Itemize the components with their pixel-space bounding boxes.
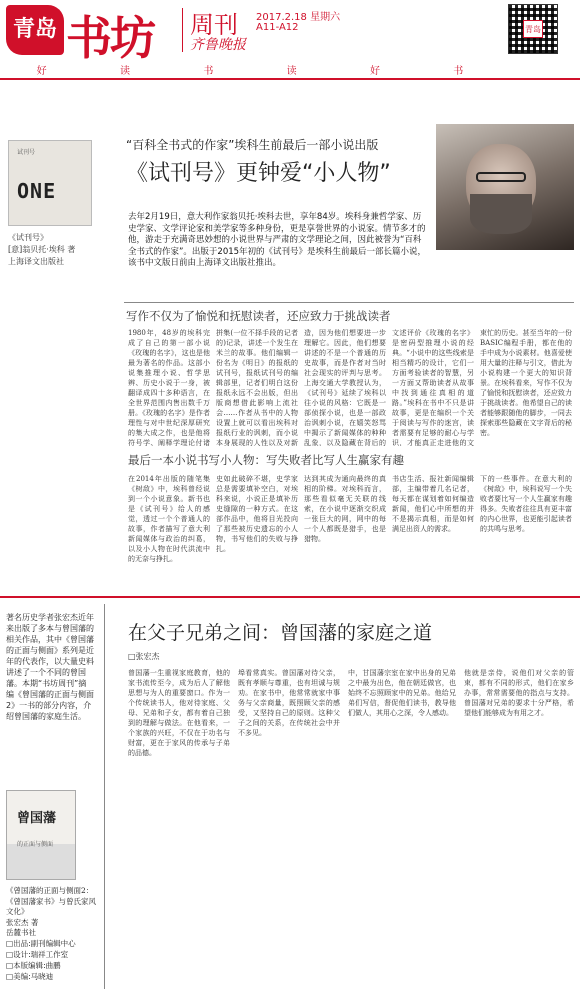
issue-date: 2017.2.18 星期六 [256,12,341,23]
lead-col-2: 拼集(一位不择手段的记者的)记录，讲述一个发生在米兰的故事。他们编辑一份名为《明日》的报纸的试刊号，报纸试刊号的编辑部里，记者们明白这份报纸永远不会出版，但出版商想借此影响上流社会……作者从书中的人物设置上就可以看出埃科对报纸行业的讽刺，而小说本身展现的人性以及对新 [216,329,298,446]
slogan-char: 书 [203,66,214,77]
credit-line: □美编:马晓迪 [6,972,54,981]
feature-headline: 在父子兄弟之间：曾国藩的家庭之道 [128,622,433,644]
slogan-char: 书 [453,66,464,77]
paper-logo: 青岛 [6,5,64,55]
masthead [0,0,580,77]
lead-subhead-1: 写作不仅为了愉悦和抚慰读者，还应致力于挑战读者 [126,309,391,323]
book-cover-title: 曾国藩 [17,811,57,826]
credit-line: □设计:瑞祥工作室 [6,950,69,959]
masthead-rule [0,78,580,80]
section-title: 书坊 [66,11,154,65]
book-cover-zengguofan [6,790,76,880]
page-numbers: A11-A12 [256,22,299,33]
lead-intro: 去年2月19日，意大利作家翁贝托·埃科去世，享年84岁。埃科身兼哲学家、历史学家、文学评论家和美学家等多种身份，更是享誉世界的小说家。情节多才的他，游走于充满奇思妙想的小说世界与严肃的文学理论之间，因此被誉为“百科全书式的作家”。出版于2015年初的《试刊号》是埃科生前最后一部长篇小说，该书中文版日前由上海译文出版社推出。 [128,212,427,268]
feature-col-2: 埠看常真实。曾国藩对待父亲，既有孝顺与尊重，也有坦诚与规劝。在家书中，他常常就家中事务与父亲商量，既照顾父亲的感受，又坚持自己的原则。这种父子之间的关系，在传统社会中并不多见。 [238,669,340,737]
lead-col-7: 史如此破碎不堪，史学家总是需要填补空白，对埃科来说，小说正是填补历史缝隙的一种方式。在这部作品中，他将目光投向了那些被历史遗忘的小人物，书写他们的失败与挣扎。 [216,475,298,553]
author-photo [436,124,574,250]
feature-byline: □张宏杰 [128,652,160,661]
paper-name: 齐鲁晚报 [190,37,246,53]
slogan-char: 读 [119,66,130,77]
book-cover-title: 试刊号 [17,149,36,156]
credit-line: □出品:副刊编辑中心 [6,939,76,948]
lead-col-6: 在2014年出版的随笔集《树敌》中，埃科曾经说到一个小说意象。新书也是《试刊号》给人的感觉，透过一个个普通人的故事，作者描写了意大利新闻媒体与政治的纠葛，以及小人物在时代洪流中的无奈与挣扎。 [128,475,210,563]
qr-center-label: 青岛 [523,20,543,38]
book-caption-title: 《曾国藩的正面与侧面2：《曾国藩家书》与曾氏家风文化》 [6,886,96,916]
book-caption-title: 《试刊号》 [8,233,48,242]
book-caption-author: [意]翁贝托·埃科 著 [8,245,76,254]
slogan [0,62,500,76]
section-divider [0,596,580,598]
book-cover-shikanhao [8,140,92,226]
book-cover-word: ONE [17,179,57,203]
feature-sidebar-intro: 著名历史学者张宏杰近年来出版了多本与曾国藩的相关作品，其中《曾国藩的正面与侧面》系列是近年的代表作，以大量史料讲述了一个不同的曾国藩。本期“书坊周刊”摘编《曾国藩的正面与侧面2》一书的部分内容，介绍曾国藩的家庭生活。 [6,613,94,721]
slogan-char: 读 [286,66,297,77]
column-divider [104,604,105,989]
lead-col-1: 1980年，48岁的埃科完成了自己的第一部小说《玫瑰的名字》，这也是他最为著名的作品。这部小说集推理小说、哲学思辨、历史小说于一身，被翻译成四十多种语言，在全世界范围内售出数千万册。《玫瑰的名字》是作者理性与对中世纪深厚研究的集大成之作，也是他将符号学、阐释学理论付诸 [128,329,210,446]
lead-headline: 《试刊号》更钟爱“小人物” [126,161,391,186]
feature-col-4: 他就是亲侍，说他们对父亲的管束，都有不同的形式，他们在家乡办事，常常需要他的指点与支持。曾国藩对兄弟的要求十分严格，希望他们能够成为有用之才。 [464,669,574,717]
book-caption-author: 张宏杰 著 [6,917,39,927]
feature-col-1: 曾国藩一生重视家庭教育，他的家书流传至今，成为后人了解他思想与为人的重要窗口。作为一个传统读书人，他对待家庭、父母、兄弟和子女，都有着自己独到的理解与做法。在他看来，一个家族的兴旺，不仅在于功名与财富，更在于家风的传承与子弟的品德。 [128,669,230,757]
book-caption-publisher: 上海译文出版社 [8,257,64,266]
lead-col-10: 下的一些事件。在意大利的《树敌》中，埃科说写一个失败者要比写一个人生赢家有趣得多。失败者往往具有更丰富的内心世界，也更能引起读者的共鸣与思考。 [480,475,572,533]
slogan-char: 好 [369,66,380,77]
lead-col-4: 文述评价《玫瑰的名字》是密码型推理小说的经典。“小说中的这些线索是相当精巧的设计，它们一方面考验读者的智慧，另一方面又帮助读者从故事中找到通往真相的道路。”埃科在书中不只是讲故事，更是在编织一个关于阅读与写作的迷宫，读者需要有足够的耐心与学识，才能真正走进他的文 [392,329,474,446]
divider [124,302,574,303]
lead-subhead-2: 最后一本小说书写小人物：写失败者比写人生赢家有趣 [128,453,404,467]
feature-col-3: 中，甘国藩宗室在家中出身的兄弟之中最为出色，他在朝廷做官，也始终不忘照顾家中的兄弟。他给兄弟们写信，督促他们读书，教导他们做人，其用心之深，令人感动。 [348,669,456,717]
page-credits [6,938,98,982]
lead-col-8: 达到其成为通向最终的真相的阶梯。对埃科而言，那些看似毫无关联的线索，在小说中逐渐交织成一张巨大的网，网中的每一个人都既是猎手，也是猎物。 [304,475,386,543]
slogan-char: 好 [36,66,47,77]
lead-kicker: “百科全书式的作家”埃科生前最后一部小说出版 [126,138,379,152]
book-caption-publisher: 岳麓书社 [6,928,36,937]
weekly-label: 周刊 [190,11,238,39]
author-beard [470,194,532,234]
masthead-divider [182,8,183,52]
book-caption [8,232,98,268]
lead-col-3: 造，因为他们想要进一步理解它。因此，他们想要讲述的不是一个普通的历史故事，而是作者对当时社会现实的评判与思考。上海交通大学教授认为，《试刊号》延续了埃科以往小说的风格：它既是一部侦探小说，也是一部政治讽刺小说，在嬉笑怒骂中揭示了新闻媒体的种种乱象，以及隐藏在背后的 [304,329,386,446]
lead-col-5: 束忙的历史。甚至当年的一份BASIC编程手册，都在他的手中成为小说素材。他喜爱使用大量的注释与引文，借此为小说构建一个更大的知识背景。在埃科看来，写作不仅为了愉悦和抚慰读者，还应致力于挑战读者。他希望自己的读者能够跟随他的脚步，一同去探索那些隐藏在文字背后的秘密。 [480,329,572,437]
book-cover-subtitle: 的正面与侧面 [17,841,54,848]
author-glasses [476,172,526,182]
book-caption-2 [6,886,98,939]
credit-line: □本版编辑:曲鹏 [6,961,61,970]
lead-col-9: 书店生活、报社新闻编辑部，主编带着几名记者，每天都在谋划着如何编造新闻，他们心中所想的并不是揭示真相，而是如何满足出资人的需求。 [392,475,474,533]
